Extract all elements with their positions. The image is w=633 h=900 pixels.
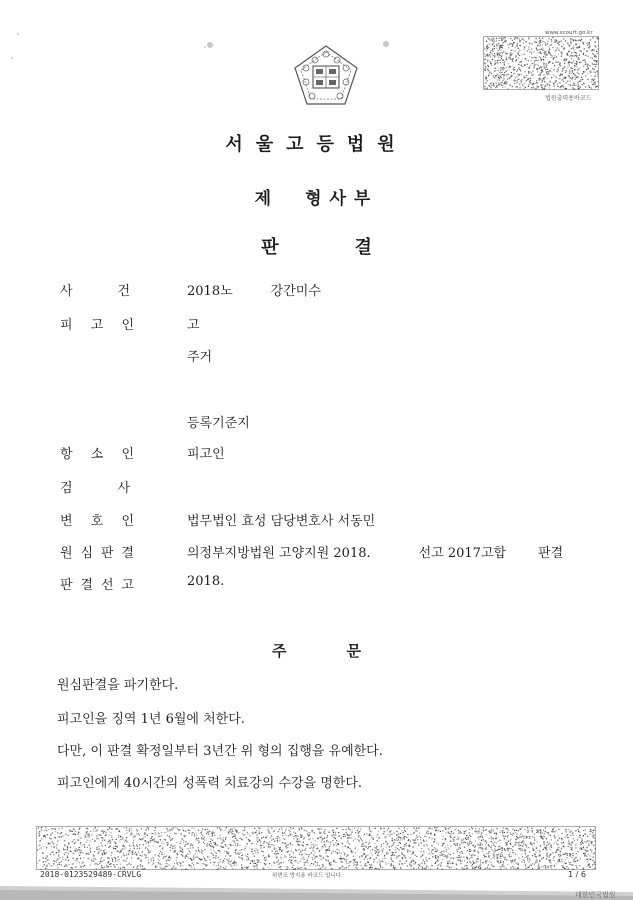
counsel-value: 법무법인 효성 담당변호사 서동민	[187, 514, 376, 529]
division-number-prefix: 제	[254, 189, 272, 209]
appellant-value: 피고인	[187, 447, 225, 462]
case-value: 2018노 강간미수	[187, 284, 321, 299]
division-title	[0, 184, 633, 209]
sentencing-value: 2018.	[187, 574, 225, 589]
qr-url: www.scourt.go.kr	[545, 30, 593, 36]
original-judgment-value: 의정부지방법원 고양지원 2018. 선고 2017고합 판결	[187, 546, 564, 561]
defendant-value: 고	[187, 318, 200, 333]
defendant-label: 피 고 인	[60, 318, 134, 333]
footer-corner-text: 대한민국법원	[575, 891, 616, 899]
appellant-label: 항 소 인	[60, 447, 134, 462]
court-name: 서울고등법원	[225, 134, 408, 155]
qr-caption: 법원출력용바코드	[545, 95, 592, 102]
prosecutor-label: 검 사	[60, 481, 130, 496]
page-number: 1 / 6	[568, 870, 586, 879]
residence-value: 주거	[187, 350, 213, 365]
anti-forgery-barcode	[36, 826, 596, 870]
case-label: 사 건	[60, 284, 130, 299]
registration-value: 등록기준지	[187, 416, 250, 431]
document-title-a: 판	[261, 237, 279, 258]
division-name: 형사부	[305, 189, 379, 209]
scan-streak	[0, 878, 633, 900]
document-title	[0, 233, 633, 259]
document-title-b: 결	[354, 237, 372, 258]
sentencing-label: 판 결 선 고	[60, 578, 134, 593]
order-line: 원심판결을 파기한다.	[57, 678, 179, 693]
order-title: 주 문	[272, 642, 361, 660]
document-number: 2018-0123529489-CRVLG	[40, 870, 142, 879]
order-line: 다만, 이 판결 확정일부터 3년간 위 형의 집행을 유예한다.	[57, 744, 383, 759]
qr-barcode	[483, 36, 599, 90]
barcode-note: 위변조 방지용 바코드 입니다.	[272, 873, 343, 879]
order-line: 피고인을 징역 1년 6월에 처한다.	[57, 712, 245, 727]
original-judgment-label: 원 심 판 결	[60, 546, 134, 561]
order-line: 피고인에게 40시간의 성폭력 치료강의 수강을 명한다.	[57, 776, 363, 791]
court-seal-logo	[291, 44, 361, 106]
counsel-label: 변 호 인	[60, 514, 134, 529]
